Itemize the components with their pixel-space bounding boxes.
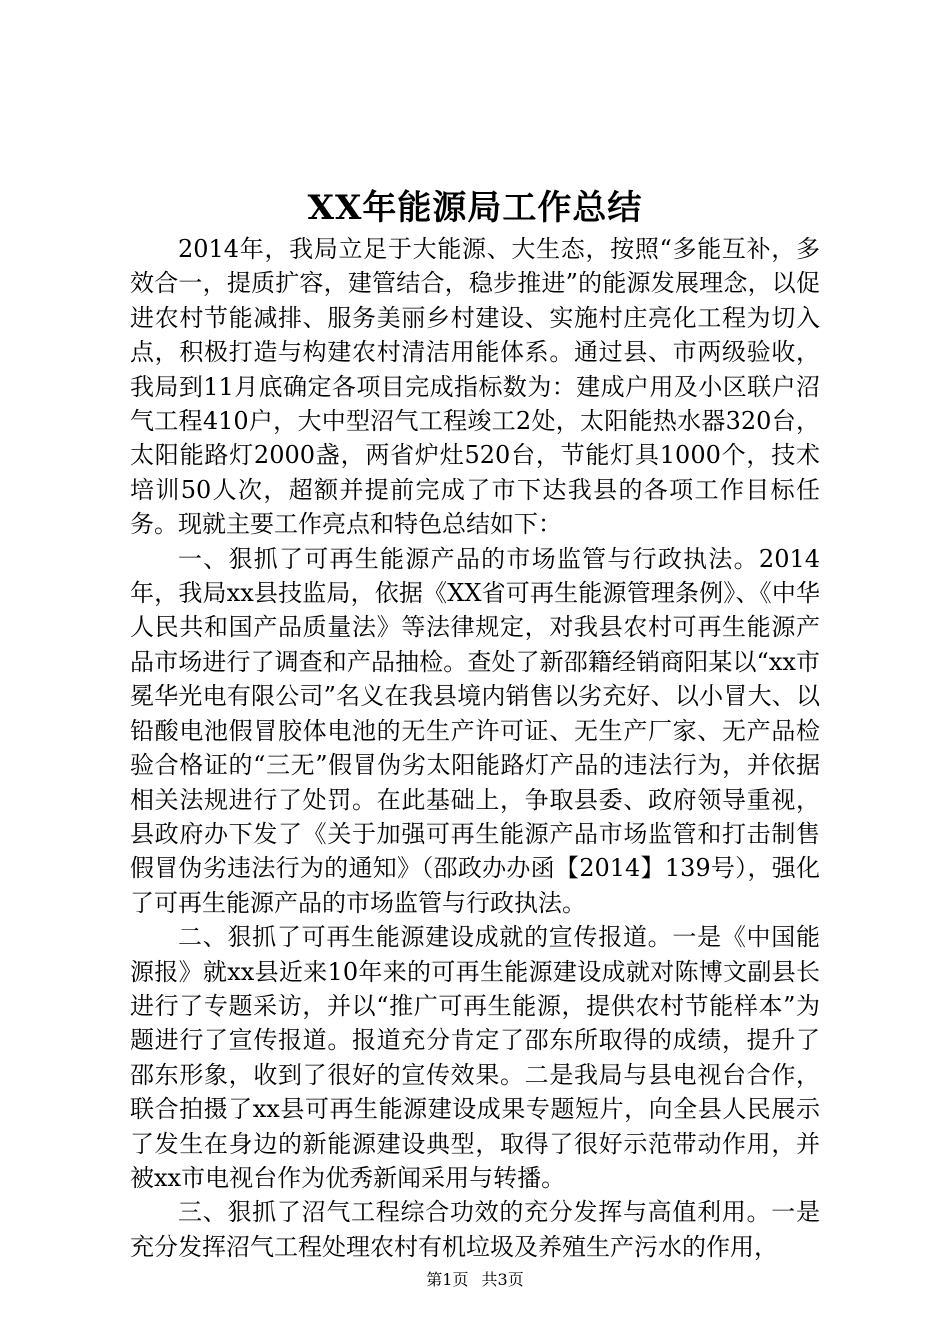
page-footer [0,1270,950,1290]
paragraph-section-1: 一、狠抓了可再生能源产品的市场监管与行政执法。2014年，我局xx县技监局，依据《XX省可再生能源管理条例》、《中华人民共和国产品质量法》等法律规定，对我县农村可再生能源产品市场进行了调查和产品抽检。查处了新邵籍经销商阳某以“xx市冕华光电有限公司”名义在我县境内销售以劣充好、以小冒大、以铅酸电池假冒胶体电池的无生产许可证、无生产厂家、无产品检验合格证的“三无”假冒伪劣太阳能路灯产品的违法行为，并依据相关法规进行了处罚。在此基础上，争取县委、政府领导重视，县政府办下发了《关于加强可再生能源产品市场监管和打击制售假冒伪劣违法行为的通知》（邵政办办函【2014】139号），强化了可再生能源产品的市场监管与行政执法。 [130,544,820,917]
paragraph-section-3: 三、狠抓了沼气工程综合功效的充分发挥与高值利用。一是充分发挥沼气工程处理农村有机垃圾及养殖生产污水的作用， [130,1198,820,1261]
page-number: 第1页 [426,1270,469,1289]
paragraph-section-2: 二、狠抓了可再生能源建设成就的宣传报道。一是《中国能源报》就xx县近来10年来的可再生能源建设成就对陈博文副县长进行了专题采访，并以“推广可再生能源，提供农村节能样本”为题进行了宣传报道。报道充分肯定了邵东所取得的成绩，提升了邵东形象，收到了很好的宣传效果。二是我局与县电视台合作，联合拍摄了xx县可再生能源建设成果专题短片，向全县人民展示了发生在身边的新能源建设典型，取得了很好示范带动作用，并被xx市电视台作为优秀新闻采用与转播。 [130,923,820,1192]
page-total: 共3页 [481,1270,524,1289]
document-title: XX年能源局工作总结 [307,188,643,228]
paragraph-intro: 2014年，我局立足于大能源、大生态，按照“多能互补，多效合一，提质扩容，建管结合，稳步推进”的能源发展理念，以促进农村节能减排、服务美丽乡村建设、实施村庄亮化工程为切入点，积极打造与构建农村清洁用能体系。通过县、市两级验收，我局到11月底确定各项目完成指标数为：建成户用及小区联户沼气工程410户，大中型沼气工程竣工2处，太阳能热水器320台，太阳能路灯2000盏，两省炉灶520台，节能灯具1000个，技术培训50人次，超额并提前完成了市下达我县的各项工作目标任务。现就主要工作亮点和特色总结如下： [130,235,820,539]
document-body [130,232,820,1264]
